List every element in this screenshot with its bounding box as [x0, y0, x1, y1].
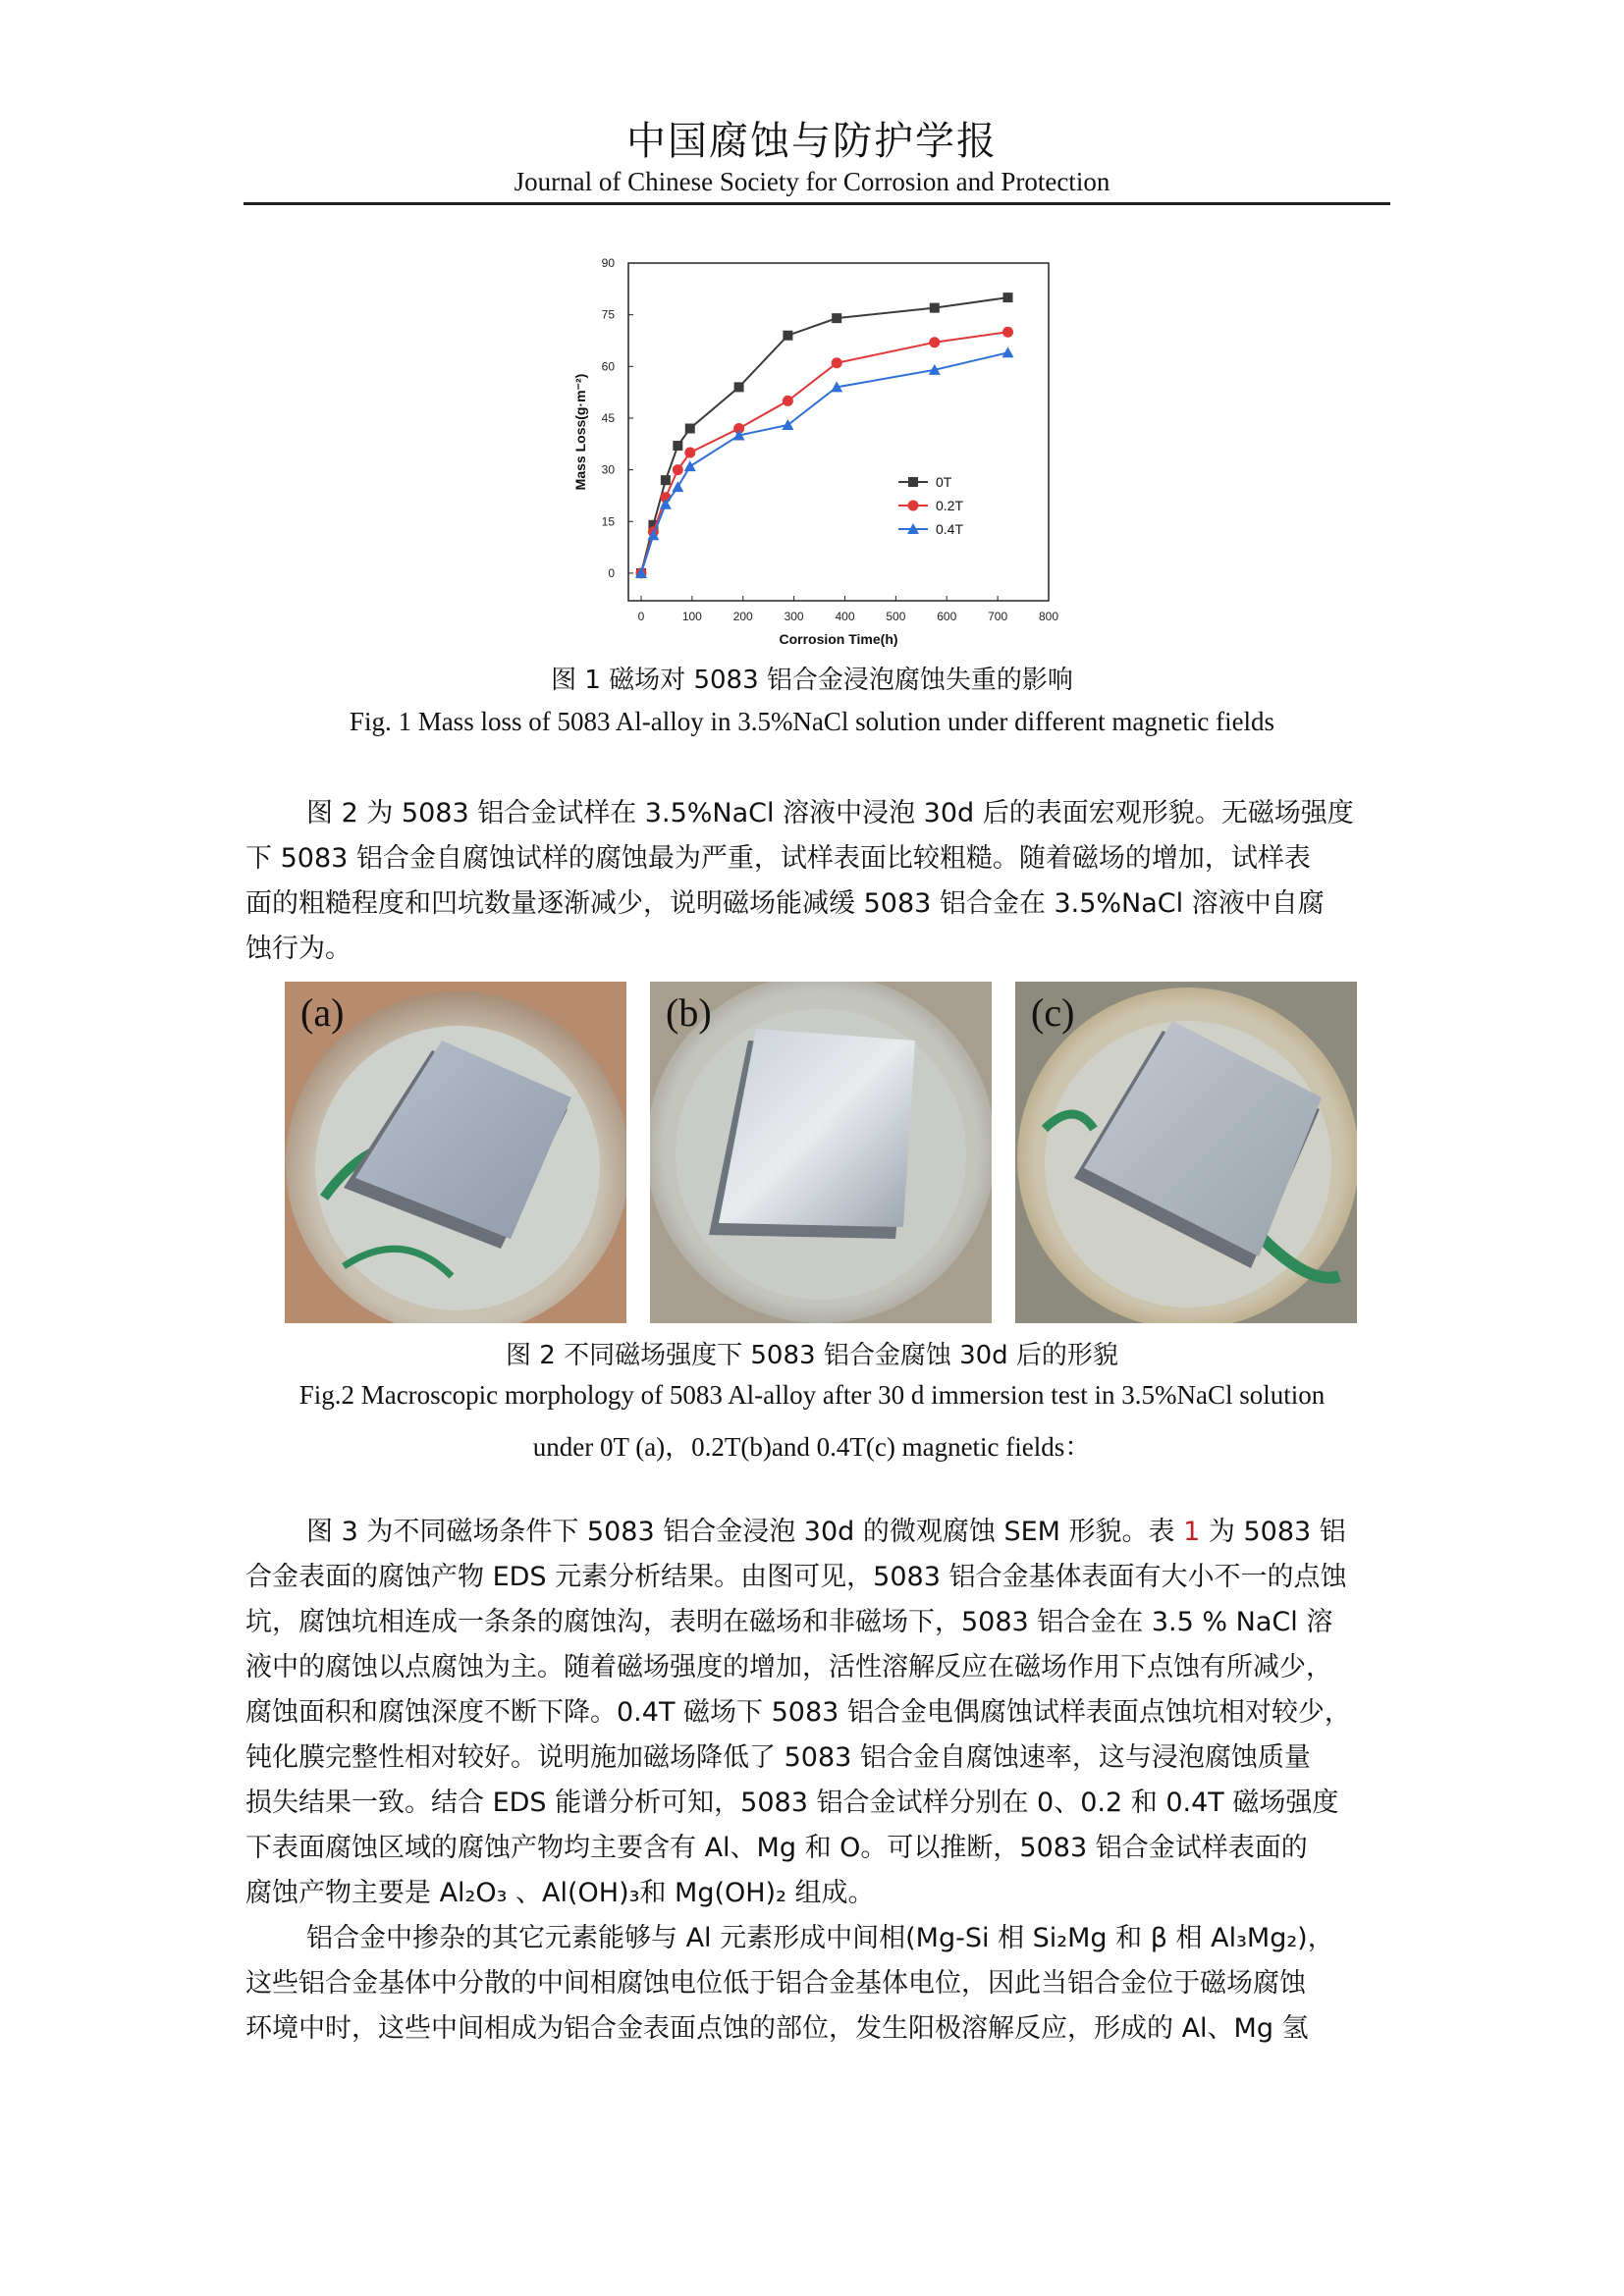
paragraph-sem-analysis: [245, 1510, 1390, 1916]
x-tick-label: 400: [835, 610, 855, 623]
x-tick-label: 200: [732, 610, 753, 623]
photo-sample-a: [285, 982, 626, 1323]
para2-line: 腐蚀面积和腐蚀深度不断下降。0.4T 磁场下 5083 铝合金电偶腐蚀试样表面点蚀坑相对较少，: [245, 1697, 1351, 1728]
legend-label: 0.4T: [936, 521, 964, 537]
legend-marker: [908, 501, 919, 511]
para1-line: 蚀行为。: [245, 934, 352, 964]
figure2-caption-en-line2: under 0T (a)，0.2T(b)and 0.4T(c) magnetic fields：: [532, 1432, 1092, 1462]
x-axis-label: Corrosion Time(h): [779, 631, 898, 647]
data-point-0.2T: [832, 357, 842, 368]
x-tick-label: 600: [937, 610, 957, 623]
x-tick-label: 100: [681, 610, 702, 623]
photo-label-c: (c): [1031, 990, 1075, 1035]
y-tick-label: 30: [601, 462, 615, 477]
paragraph-figure2-intro: [245, 791, 1390, 972]
header-divider: [244, 202, 1390, 205]
data-point-0T: [832, 313, 841, 323]
para3-line: 环境中时，这些中间相成为铝合金表面点蚀的部位，发生阳极溶解反应，形成的 Al、Mg 氢: [245, 2013, 1309, 2044]
para1-line: 下 5083 铝合金自腐蚀试样的腐蚀最为严重，试样表面比较粗糙。随着磁场的增加，试样表: [245, 843, 1311, 874]
photo-sample-b: [650, 982, 992, 1323]
para2-line: 图 3 为不同磁场条件下 5083 铝合金浸泡 30d 的微观腐蚀 SEM 形貌。表 1 为 5083 铝: [306, 1517, 1346, 1547]
y-tick-label: 75: [601, 307, 615, 322]
data-point-0.4T: [672, 481, 683, 492]
x-tick-label: 500: [886, 610, 906, 623]
photo-label-a: (a): [300, 990, 345, 1035]
data-point-0T: [685, 423, 695, 433]
legend-label: 0T: [936, 474, 952, 490]
data-point-0T: [1002, 293, 1012, 302]
para3-line: 铝合金中掺杂的其它元素能够与 Al 元素形成中间相(Mg-Si 相 Si₂Mg 和 β 相 Al₃Mg₂)，: [306, 1923, 1334, 1953]
para2-line: 合金表面的腐蚀产物 EDS 元素分析结果。由图可见，5083 铝合金基体表面有大小不一的点蚀: [245, 1562, 1347, 1592]
data-point-0T: [673, 441, 682, 451]
mass-loss-chart: [569, 253, 1060, 666]
para2-line: 坑，腐蚀坑相连成一条条的腐蚀沟，表明在磁场和非磁场下，5083 铝合金在 3.5 % NaCl 溶: [245, 1607, 1333, 1637]
x-tick-label: 0: [637, 610, 645, 623]
para1-line: 面的粗糙程度和凹坑数量逐渐减少，说明磁场能减缓 5083 铝合金在 3.5%NaCl 溶液中自腐: [245, 888, 1325, 919]
figure2-caption-cn: 图 2 不同磁场强度下 5083 铝合金腐蚀 30d 后的形貌: [506, 1341, 1118, 1370]
data-point-0.2T: [684, 448, 695, 458]
table1-reference-link[interactable]: 1: [1183, 1517, 1201, 1547]
figure1-caption-cn: 图 1 磁场对 5083 铝合金浸泡腐蚀失重的影响: [551, 666, 1073, 695]
data-point-0T: [661, 475, 671, 485]
para2-line: 损失结果一致。结合 EDS 能谱分析可知，5083 铝合金试样分别在 0、0.2 和 0.4T 磁场强度: [245, 1788, 1339, 1818]
data-point-0T: [734, 382, 744, 392]
para2-line: 钝化膜完整性相对较好。说明施加磁场降低了 5083 铝合金自腐蚀速率，这与浸泡腐蚀质量: [245, 1742, 1311, 1773]
y-axis-label: Mass Loss(g·m⁻²): [572, 373, 588, 491]
series-line-0.2T: [641, 332, 1008, 573]
y-tick-label: 0: [608, 565, 615, 580]
legend-marker: [908, 477, 918, 487]
data-point-0.4T: [684, 460, 696, 471]
data-point-0.2T: [783, 396, 793, 406]
para3-line: 这些铝合金基体中分散的中间相腐蚀电位低于铝合金基体电位，因此当铝合金位于磁场腐蚀: [245, 1968, 1306, 1999]
para2-line: 下表面腐蚀区域的腐蚀产物均主要含有 Al、Mg 和 O。可以推断，5083 铝合金试样表面的: [245, 1833, 1308, 1863]
para2-line: 腐蚀产物主要是 Al₂O₃ 、Al(OH)₃和 Mg(OH)₂ 组成。: [245, 1878, 875, 1908]
photo-label-b: (b): [666, 990, 712, 1035]
x-tick-label: 700: [988, 610, 1008, 623]
legend-label: 0.2T: [936, 498, 964, 513]
figure2-caption-en-line1: Fig.2 Macroscopic morphology of 5083 Al-alloy after 30 d immersion test in 3.5%NaCl solution: [298, 1380, 1326, 1410]
x-tick-label: 800: [1038, 610, 1059, 623]
figure1-caption-en: Fig. 1 Mass loss of 5083 Al-alloy in 3.5%NaCl solution under different magnetic fields: [349, 707, 1275, 736]
paragraph-intermetallic: [245, 1916, 1390, 2052]
y-tick-label: 60: [601, 359, 615, 374]
photo-sample-c: [1015, 982, 1357, 1323]
x-tick-label: 300: [784, 610, 804, 623]
para2-line: 液中的腐蚀以点腐蚀为主。随着磁场强度的增加，活性溶解反应在磁场作用下点蚀有所减少，: [245, 1652, 1332, 1682]
data-point-0T: [930, 303, 940, 313]
journal-title-en: Journal of Chinese Society for Corrosion and Protection: [514, 167, 1110, 196]
data-point-0.4T: [1001, 347, 1013, 357]
para1-line: 图 2 为 5083 铝合金试样在 3.5%NaCl 溶液中浸泡 30d 后的表面宏观形貌。无磁场强度: [306, 798, 1354, 828]
y-tick-label: 90: [601, 256, 615, 270]
journal-title-cn: 中国腐蚀与防护学报: [626, 119, 998, 164]
data-point-0.2T: [673, 464, 683, 475]
series-line-0.4T: [641, 352, 1008, 573]
y-tick-label: 15: [601, 514, 615, 529]
y-tick-label: 45: [601, 410, 615, 425]
data-point-0.2T: [1002, 327, 1013, 338]
data-point-0T: [783, 331, 792, 341]
data-point-0.2T: [929, 337, 940, 347]
